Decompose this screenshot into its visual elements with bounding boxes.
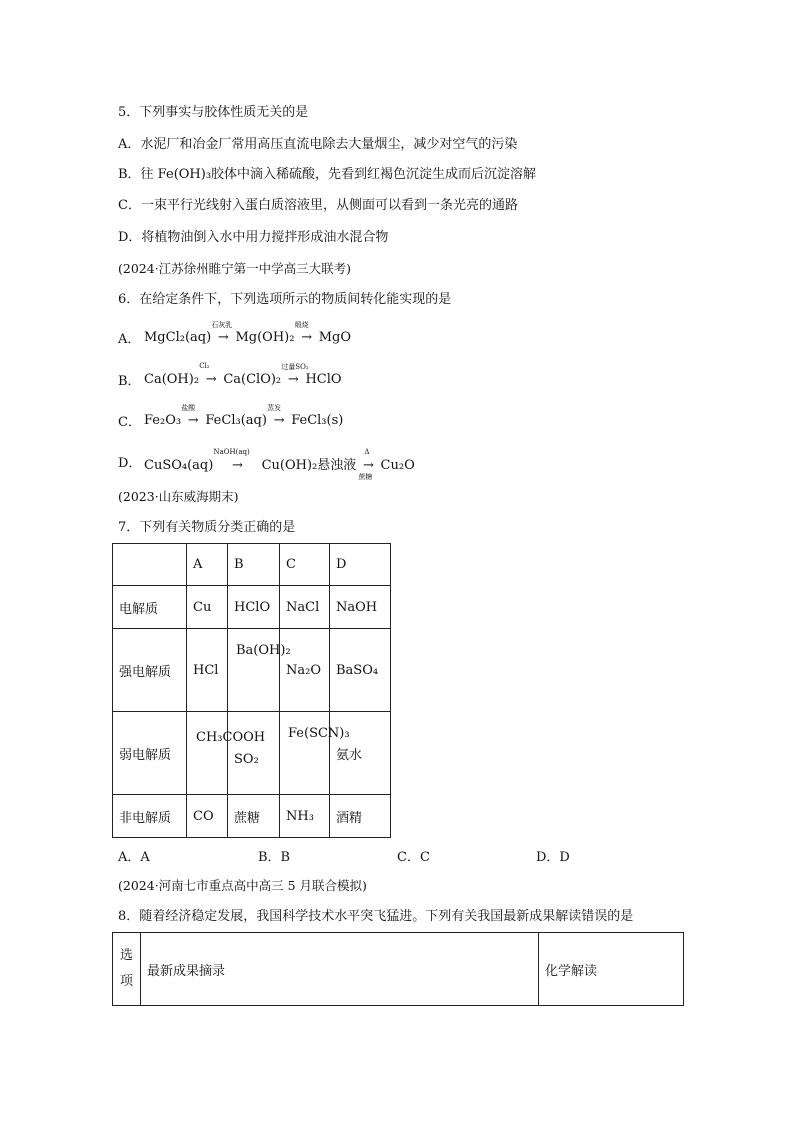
condition: Cl₂ <box>199 362 210 370</box>
table-header-cell <box>113 544 187 586</box>
answer-option-b: B．B <box>258 850 291 865</box>
product: Cu₂O <box>380 458 415 473</box>
option-label: B． <box>118 374 141 389</box>
table-cell: NH₃ <box>280 795 330 838</box>
q6-source: (2024·江苏徐州睢宁第一中学高三大联考) <box>118 261 352 276</box>
product: HClO <box>305 372 342 387</box>
table-header-row <box>113 933 684 1006</box>
table-cell: 酒精 <box>330 795 391 838</box>
table-header-cell: B <box>228 544 280 586</box>
option-label: C． <box>118 415 141 430</box>
intermediate: Cu(OH)₂悬浊液 <box>261 458 357 473</box>
table-cell: 非电解质 <box>113 795 187 838</box>
q5-option-b: B．往 Fe(OH)₃胶体中滴入稀硫酸，先看到红褐色沉淀生成而后沉淀溶解 <box>118 167 537 182</box>
intermediate: Ca(ClO)₂ <box>223 372 282 387</box>
table-cell: Na₂O <box>280 629 330 712</box>
right-arrow-icon: → NaOH(aq) <box>213 448 250 473</box>
condition: 石灰乳 <box>211 321 233 329</box>
table-cell: BaSO₄ <box>330 629 391 712</box>
condition: 盐酸 <box>181 404 196 412</box>
q5-stem: 5．下列事实与胶体性质无关的是 <box>118 105 309 120</box>
answer-option-d: D．D <box>536 850 570 865</box>
q7-stem: 7．下列有关物质分类正确的是 <box>118 520 296 535</box>
right-arrow-icon: → 过量SO₂ <box>281 363 309 387</box>
option-label: D． <box>118 456 142 471</box>
reactant: CuSO₄(aq) <box>144 458 214 473</box>
condition: NaOH(aq) <box>213 448 250 456</box>
option-header-line1: 选 <box>120 948 134 963</box>
right-arrow-icon: → Cl₂ <box>199 362 217 387</box>
table-cell: 强电解质 <box>113 629 187 712</box>
table-header-cell: A <box>187 544 228 586</box>
table-cell: NaOH <box>330 586 391 629</box>
answer-option-a: A．A <box>118 850 150 865</box>
table-cell: 氨水 <box>330 712 391 795</box>
intermediate: FeCl₃(aq) <box>205 413 267 428</box>
right-arrow-icon: → 蒸发 <box>267 404 285 428</box>
option-header-line2: 项 <box>120 974 134 989</box>
intermediate: Mg(OH)₂ <box>235 330 295 345</box>
results-table <box>112 932 684 1006</box>
right-arrow-icon: → 煅烧 <box>294 321 313 345</box>
product: FeCl₃(s) <box>291 413 344 428</box>
reactant: Fe₂O₃ <box>144 413 182 428</box>
right-arrow-icon: → 盐酸 <box>181 404 199 428</box>
table-row <box>113 795 391 838</box>
table-header-cell: 化学解读 <box>539 933 684 1006</box>
clipped-formula: Fe(SCN)₃ <box>288 726 350 741</box>
q5-option-d: D．将植物油倒入水中用力搅拌形成油水混合物 <box>118 230 389 245</box>
table-header-cell: C <box>280 544 330 586</box>
reactant: Ca(OH)₂ <box>144 372 200 387</box>
table-cell <box>228 629 291 712</box>
table-cell: 电解质 <box>113 586 187 629</box>
table-header-cell <box>113 933 141 1006</box>
clipped-formula: CH₃COOH <box>196 730 266 745</box>
reactant: MgCl₂(aq) <box>144 330 212 345</box>
table-row <box>113 712 391 795</box>
right-arrow-icon: → Δ 蔗糖 <box>358 448 374 481</box>
product: MgO <box>318 330 352 345</box>
table-header-cell: 最新成果摘录 <box>141 933 539 1006</box>
condition: Δ <box>364 448 370 456</box>
table-cell: 弱电解质 <box>113 712 187 795</box>
q8-source: (2024·河南七市重点高中高三 5 月联合模拟) <box>118 878 367 893</box>
q7-source: (2023·山东威海期末) <box>118 489 239 504</box>
table-header-cell: D <box>330 544 391 586</box>
condition: 煅烧 <box>294 321 309 329</box>
q7-answer-options <box>118 846 638 864</box>
table-header-row <box>113 544 391 586</box>
q6-stem: 6．在给定条件下，下列选项所示的物质间转化能实现的是 <box>118 292 452 307</box>
table-cell: Cu <box>187 586 228 629</box>
table-cell: CO <box>187 795 228 838</box>
condition: 蔗糖 <box>358 473 373 481</box>
q5-option-a: A．水泥厂和冶金厂常用高压直流电除去大量烟尘，减少对空气的污染 <box>118 137 518 152</box>
table-cell: 蔗糖 <box>228 795 280 838</box>
condition: 蒸发 <box>267 404 282 412</box>
table-cell: SO₂ <box>228 712 280 795</box>
classification-table <box>112 543 391 838</box>
table-cell: HClO <box>228 586 280 629</box>
answer-option-c: C．C <box>397 850 430 865</box>
table-row <box>113 629 391 712</box>
option-label: A． <box>118 332 141 347</box>
table-row <box>113 586 391 629</box>
table-cell: NaCl <box>280 586 330 629</box>
clipped-formula: Ba(OH)₂ <box>236 643 291 658</box>
table-cell: HCl <box>187 629 228 712</box>
q5-option-c: C．一束平行光线射入蛋白质溶液里，从侧面可以看到一条光亮的通路 <box>118 198 518 213</box>
condition: 过量SO₂ <box>281 363 309 371</box>
q8-stem: 8．随着经济稳定发展，我国科学技术水平突飞猛进。下列有关我国最新成果解读错误的是 <box>118 909 634 924</box>
right-arrow-icon: → 石灰乳 <box>211 321 233 345</box>
